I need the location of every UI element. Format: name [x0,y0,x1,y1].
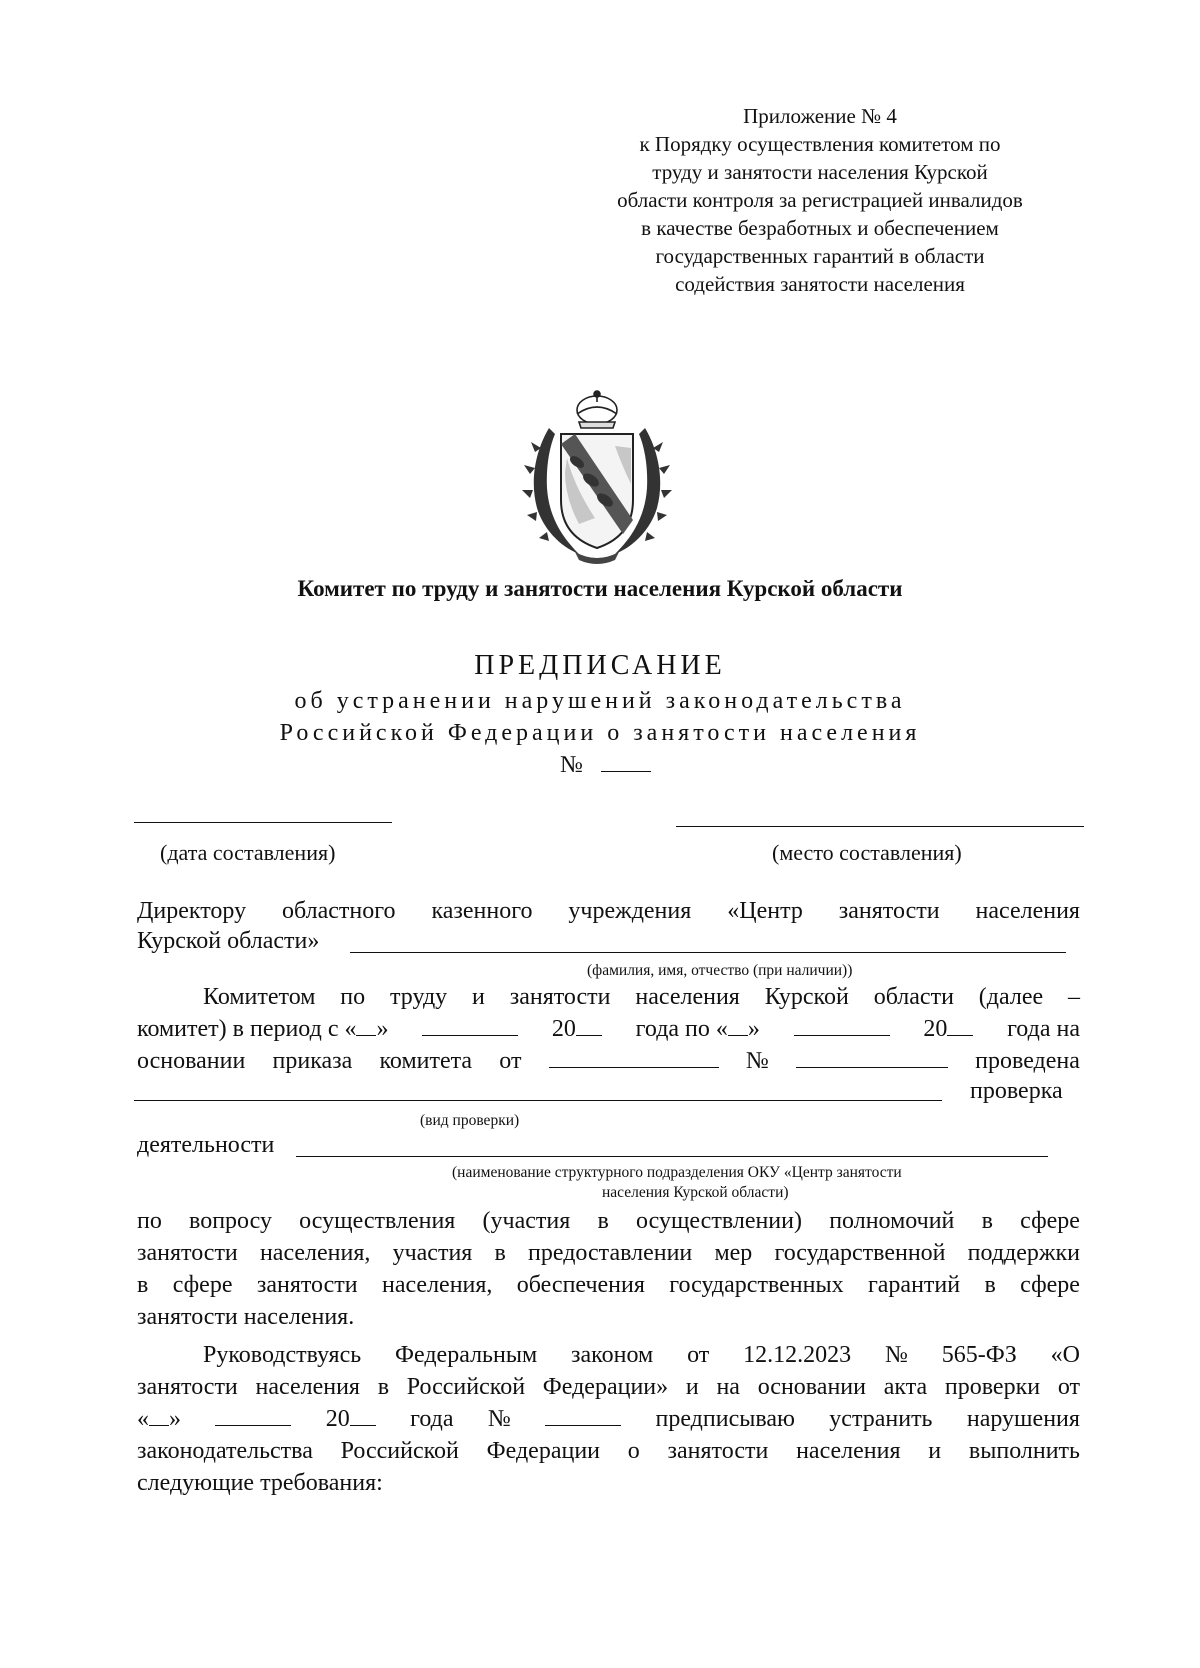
para1-body-line [137,1272,1080,1299]
word: государственных [669,1272,844,1298]
word: населения [796,1438,901,1464]
text: года по « [635,1016,728,1042]
place-blank[interactable] [676,826,1084,827]
word: Директору [137,898,247,924]
document-title: ПРЕДПИСАНИЕ [474,650,726,681]
word: Российской [340,1438,459,1464]
text: » [169,1406,181,1432]
check-type-blank[interactable] [134,1100,942,1101]
month-blank[interactable] [794,1017,890,1036]
word: сфере [1020,1208,1080,1234]
text: 20 [923,1016,948,1042]
order-number-blank[interactable] [796,1049,948,1068]
word: государственной [774,1240,946,1266]
kursk-coat-of-arms-icon [519,388,675,568]
para2-line-2 [137,1374,1080,1401]
document-number [560,752,651,779]
act-number-blank[interactable] [545,1407,621,1426]
appendix-header [560,102,1080,298]
word: полномочий [829,1208,955,1234]
word: года [410,1406,454,1432]
word: и [472,984,485,1010]
word: Федеральным [395,1342,538,1368]
word: Руководствуясь [203,1342,362,1368]
word: Комитетом [203,984,316,1010]
word: населения, [259,1240,371,1266]
day-blank[interactable] [728,1017,748,1036]
word: «О [1050,1342,1080,1368]
word: занятости [137,1240,238,1266]
word: (далее [978,984,1044,1010]
para1-line-2 [137,1016,1080,1043]
word: сфере [172,1272,233,1298]
word: и [685,1374,699,1400]
text: » [747,1016,760,1042]
word: проверки [944,1374,1041,1400]
word: выполнить [968,1438,1080,1464]
place-caption: (место составления) [772,840,962,865]
word: «Центр [727,898,803,924]
word: осуществлении) [636,1208,802,1234]
word: Российской [406,1374,526,1400]
check-type-caption: (вид проверки) [420,1112,520,1129]
word: занятости [256,1272,358,1298]
word: акта [883,1374,928,1400]
number-sign: № [487,1406,511,1432]
day-blank[interactable] [356,1017,376,1036]
word: населения [975,898,1080,924]
word: участия [392,1240,473,1266]
word: предписываю [655,1406,795,1432]
word: занятости [667,1438,769,1464]
word: сфере [1020,1272,1080,1298]
word: в [597,1208,609,1234]
word: от [499,1048,522,1074]
appendix-line: Приложение № 4 [743,104,897,128]
para1-body-line [137,1240,1080,1267]
word: в [494,1240,506,1266]
word: от [1057,1374,1080,1400]
word: гарантий [867,1272,961,1298]
word: занятости [509,984,611,1010]
act-month-blank[interactable] [215,1407,291,1426]
year-blank[interactable] [576,1017,602,1036]
addressee-line-1 [137,898,1080,925]
document-subtitle-2: Российской Федерации о занятости населения [279,720,921,746]
appendix-line: труду и занятости населения Курской [652,160,988,184]
unit-caption-1: (наименование структурного подразделения ОКУ «Центр занятости [452,1164,902,1181]
word: осуществления [299,1208,456,1234]
word: труду [390,984,448,1010]
word: 12.12.2023 [743,1342,852,1368]
word: от [687,1342,710,1368]
date-blank[interactable] [134,822,392,823]
para1-body-line [137,1208,1080,1235]
word: населения, [381,1272,493,1298]
word: занятости [137,1374,238,1400]
word: в [137,1272,149,1298]
word: законодательства [137,1438,313,1464]
word: обеспечения [516,1272,645,1298]
text: 20 [325,1406,350,1432]
word: основании [757,1374,866,1400]
word: областного [282,898,396,924]
word: законом [571,1342,654,1368]
activity-label: деятельности [137,1132,275,1158]
unit-caption-2: населения Курской области) [602,1184,789,1201]
word: учреждения [568,898,692,924]
para1-line-3 [137,1048,1080,1075]
number-sign: № [745,1048,769,1074]
word: области [873,984,954,1010]
appendix-line: к Порядку осуществления комитетом по [639,132,1001,156]
appendix-line: содействия занятости населения [675,272,965,296]
word: поддержки [967,1240,1080,1266]
word: 565-ФЗ [941,1342,1017,1368]
year-blank[interactable] [947,1017,973,1036]
word: в [984,1272,996,1298]
addressee-name-blank[interactable] [350,952,1066,953]
para1-line-4-end: проверка [970,1078,1063,1104]
document-subtitle-1: об устранении нарушений законодательства [294,688,906,714]
order-date-blank[interactable] [549,1049,719,1068]
word: по [137,1208,162,1234]
word: в [377,1374,390,1400]
appendix-line: государственных гарантий в области [655,244,985,268]
para2-line-1 [203,1342,1080,1369]
text: 20 [551,1016,576,1042]
date-caption: (дата составления) [160,840,336,865]
word: населения [635,984,740,1010]
word: предоставлении [528,1240,693,1266]
para1-line-1 [203,984,1080,1011]
number-blank[interactable] [601,753,651,772]
word: о [627,1438,640,1464]
word: и [928,1438,942,1464]
word: казенного [431,898,533,924]
word: основании [137,1048,246,1074]
para2-line-5: следующие требования: [137,1470,383,1496]
word: занятости [838,898,940,924]
word: № [884,1342,908,1368]
para2-line-4 [137,1438,1080,1465]
month-blank[interactable] [422,1017,518,1036]
word: нарушения [966,1406,1080,1432]
word: приказа [272,1048,353,1074]
word: мер [714,1240,753,1266]
word: Федерации» [542,1374,669,1400]
word: по [340,984,366,1010]
word: в [981,1208,993,1234]
text: « [137,1406,149,1432]
unit-name-blank[interactable] [296,1156,1048,1157]
text: комитет) в период с « [137,1016,357,1042]
text: » [376,1016,389,1042]
act-day-blank[interactable] [149,1407,169,1426]
word: комитета [379,1048,473,1074]
word: (участия [482,1208,571,1234]
text: года на [1007,1016,1080,1042]
word: – [1068,984,1080,1010]
word: устранить [829,1406,933,1432]
word: на [716,1374,740,1400]
appendix-line: области контроля за регистрацией инвалидов [617,188,1023,212]
word: населения [255,1374,360,1400]
addressee-caption: (фамилия, имя, отчество (при наличии)) [587,962,853,979]
para2-line-3 [137,1406,1080,1433]
number-label: № [560,752,583,778]
act-year-blank[interactable] [350,1407,376,1426]
committee-name: Комитет по труду и занятости населения Курской области [297,576,903,601]
addressee-line-2: Курской области» [137,928,320,954]
word: проведена [975,1048,1080,1074]
para1-body-last: занятости населения. [137,1304,355,1330]
appendix-line: в качестве безработных и обеспечением [641,216,999,240]
word: вопросу [189,1208,272,1234]
word: Курской [764,984,849,1010]
word: Федерации [486,1438,600,1464]
